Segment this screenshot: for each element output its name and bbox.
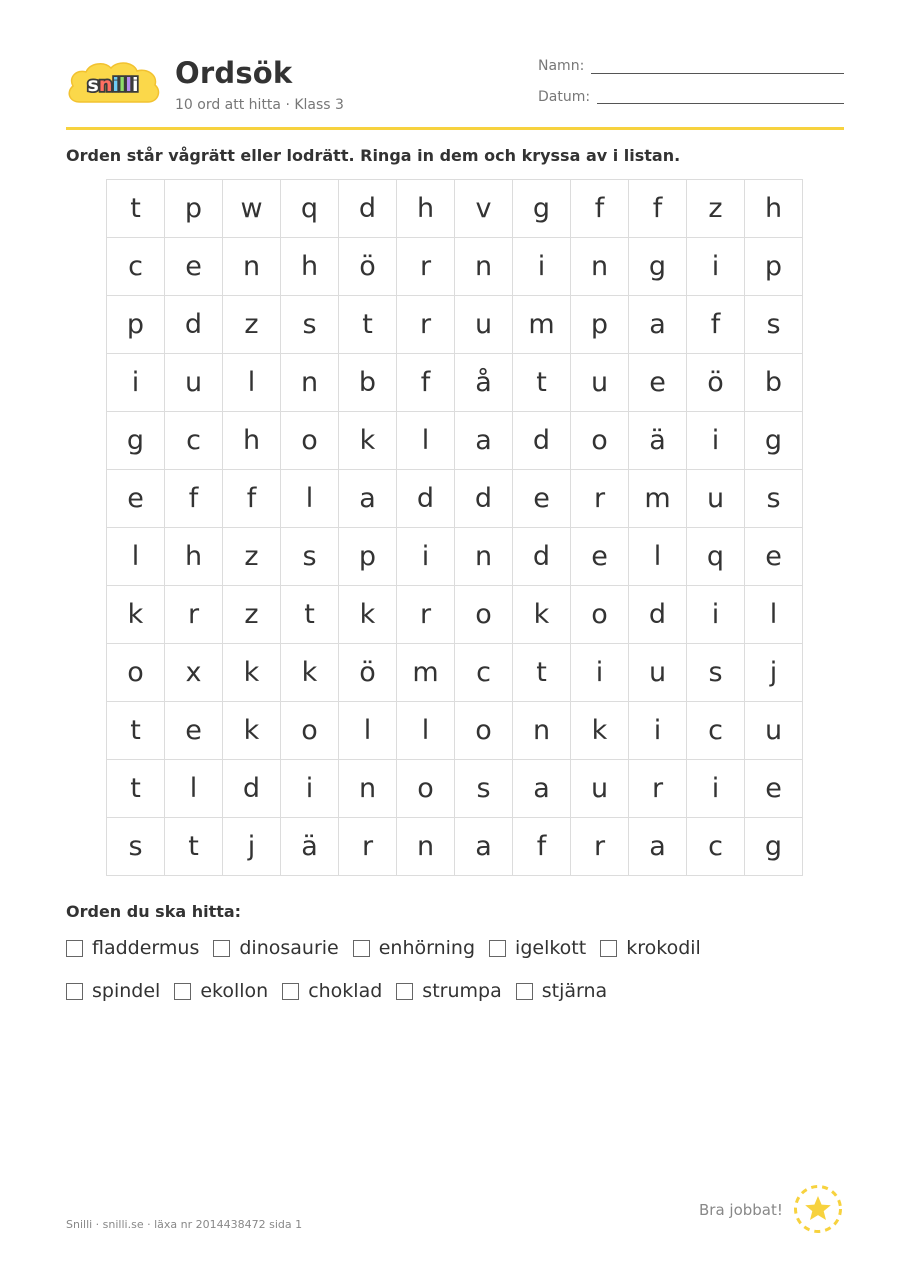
grid-cell[interactable]: k [281, 644, 339, 702]
grid-cell[interactable]: n [397, 818, 455, 876]
grid-cell[interactable]: i [687, 238, 745, 296]
grid-cell[interactable]: l [339, 702, 397, 760]
checkbox-icon[interactable] [66, 983, 83, 1000]
grid-cell[interactable]: w [223, 180, 281, 238]
grid-cell[interactable]: a [629, 296, 687, 354]
grid-cell[interactable]: r [165, 586, 223, 644]
grid-cell[interactable]: g [629, 238, 687, 296]
grid-cell[interactable]: z [223, 296, 281, 354]
grid-cell[interactable]: k [107, 586, 165, 644]
grid-cell[interactable]: m [513, 296, 571, 354]
grid-cell[interactable]: g [107, 412, 165, 470]
grid-cell[interactable]: c [687, 818, 745, 876]
word-list-row [66, 937, 715, 959]
word-label: igelkott [515, 937, 587, 959]
grid-cell[interactable]: k [513, 586, 571, 644]
word-label: ekollon [200, 980, 269, 1002]
grid-cell[interactable]: e [107, 470, 165, 528]
grid-cell[interactable]: i [513, 238, 571, 296]
grid-cell[interactable]: i [629, 702, 687, 760]
word-label: fladdermus [92, 937, 200, 959]
grid-cell[interactable]: ö [687, 354, 745, 412]
checkbox-icon[interactable] [516, 983, 533, 1000]
word-label: choklad [308, 980, 383, 1002]
grid-cell[interactable]: k [571, 702, 629, 760]
grid-cell[interactable]: s [687, 644, 745, 702]
grid-cell[interactable]: z [223, 586, 281, 644]
grid-cell[interactable]: s [745, 470, 803, 528]
name-line[interactable] [591, 73, 844, 74]
grid-cell[interactable]: s [107, 818, 165, 876]
grid-cell[interactable]: ö [339, 238, 397, 296]
name-label: Namn: [538, 58, 585, 74]
grid-cell[interactable]: h [165, 528, 223, 586]
grid-cell[interactable]: å [455, 354, 513, 412]
grid-cell[interactable]: o [571, 586, 629, 644]
grid-cell[interactable]: s [455, 760, 513, 818]
grid-cell[interactable]: x [165, 644, 223, 702]
grid-cell[interactable]: a [455, 818, 513, 876]
grid-cell[interactable]: k [223, 702, 281, 760]
grid-cell[interactable]: f [513, 818, 571, 876]
checkbox-icon[interactable] [66, 940, 83, 957]
grid-cell[interactable]: g [513, 180, 571, 238]
grid-cell[interactable]: n [571, 238, 629, 296]
word-search-grid [106, 179, 803, 876]
grid-cell[interactable]: d [455, 470, 513, 528]
word-label: dinosaurie [239, 937, 339, 959]
grid-cell[interactable]: d [513, 412, 571, 470]
word-label: spindel [92, 980, 161, 1002]
grid-cell[interactable]: l [397, 702, 455, 760]
word-list-row [66, 980, 621, 1002]
grid-cell[interactable]: r [397, 238, 455, 296]
svg-text:snilli: snilli [87, 74, 139, 96]
grid-cell[interactable]: z [687, 180, 745, 238]
grid-cell[interactable]: l [629, 528, 687, 586]
grid-cell[interactable]: e [745, 760, 803, 818]
grid-cell[interactable]: j [745, 644, 803, 702]
grid-cell[interactable]: f [629, 180, 687, 238]
grid-cell[interactable]: f [397, 354, 455, 412]
grid-cell[interactable]: c [165, 412, 223, 470]
grid-cell[interactable]: t [165, 818, 223, 876]
footer-text: Snilli · snilli.se · läxa nr 2014438472 sida 1 [66, 1218, 303, 1231]
grid-cell[interactable]: h [397, 180, 455, 238]
grid-cell[interactable]: n [513, 702, 571, 760]
word-list-item[interactable] [213, 937, 338, 959]
grid-cell[interactable]: f [223, 470, 281, 528]
grid-cell[interactable]: e [571, 528, 629, 586]
grid-cell[interactable]: r [571, 470, 629, 528]
word-list-item[interactable] [516, 980, 607, 1002]
grid-cell[interactable]: h [223, 412, 281, 470]
page-subtitle: 10 ord att hitta · Klass 3 [175, 97, 344, 113]
grid-cell[interactable]: u [687, 470, 745, 528]
grid-cell[interactable]: n [455, 528, 513, 586]
grid-cell[interactable]: l [397, 412, 455, 470]
grid-cell[interactable]: b [745, 354, 803, 412]
grid-cell[interactable]: t [107, 180, 165, 238]
grid-cell[interactable]: p [165, 180, 223, 238]
grid-cell[interactable]: p [107, 296, 165, 354]
word-list-heading: Orden du ska hitta: [66, 902, 242, 921]
word-list-item[interactable] [396, 980, 501, 1002]
grid-cell[interactable]: i [281, 760, 339, 818]
grid-cell[interactable]: i [687, 412, 745, 470]
grid-cell[interactable]: c [107, 238, 165, 296]
grid-cell[interactable]: i [397, 528, 455, 586]
grid-cell[interactable]: b [339, 354, 397, 412]
grid-cell[interactable]: o [455, 702, 513, 760]
grid-cell[interactable]: d [513, 528, 571, 586]
word-list-item[interactable] [600, 937, 701, 959]
grid-cell[interactable]: u [629, 644, 687, 702]
grid-cell[interactable]: t [339, 296, 397, 354]
header-divider [66, 127, 844, 130]
word-label: krokodil [626, 937, 701, 959]
grid-cell[interactable]: l [281, 470, 339, 528]
grid-cell[interactable]: g [745, 412, 803, 470]
grid-cell[interactable]: i [687, 586, 745, 644]
grid-cell[interactable]: d [629, 586, 687, 644]
grid-cell[interactable]: k [339, 586, 397, 644]
grid-cell[interactable]: l [107, 528, 165, 586]
grid-cell[interactable]: ä [281, 818, 339, 876]
grid-cell[interactable]: k [223, 644, 281, 702]
grid-cell[interactable]: u [571, 354, 629, 412]
grid-cell[interactable]: e [165, 238, 223, 296]
grid-cell[interactable]: i [107, 354, 165, 412]
grid-cell[interactable]: e [165, 702, 223, 760]
grid-cell[interactable]: t [107, 702, 165, 760]
grid-cell[interactable]: p [571, 296, 629, 354]
grid-cell[interactable]: ö [339, 644, 397, 702]
grid-cell[interactable]: f [571, 180, 629, 238]
checkbox-icon[interactable] [213, 940, 230, 957]
grid-cell[interactable]: e [513, 470, 571, 528]
grid-cell[interactable]: o [571, 412, 629, 470]
grid-cell[interactable]: e [745, 528, 803, 586]
grid-cell[interactable]: s [281, 296, 339, 354]
grid-cell[interactable]: q [687, 528, 745, 586]
word-list-item[interactable] [489, 937, 586, 959]
checkbox-icon[interactable] [353, 940, 370, 957]
grid-cell[interactable]: d [223, 760, 281, 818]
word-list-item[interactable] [282, 980, 382, 1002]
checkbox-icon[interactable] [174, 983, 191, 1000]
grid-cell[interactable]: o [455, 586, 513, 644]
grid-cell[interactable]: d [165, 296, 223, 354]
checkbox-icon[interactable] [489, 940, 506, 957]
grid-cell[interactable]: r [571, 818, 629, 876]
grid-cell[interactable]: r [339, 818, 397, 876]
grid-cell[interactable]: u [165, 354, 223, 412]
grid-cell[interactable]: d [339, 180, 397, 238]
grid-cell[interactable]: r [397, 586, 455, 644]
grid-cell[interactable]: j [223, 818, 281, 876]
grid-cell[interactable]: e [629, 354, 687, 412]
grid-cell[interactable]: v [455, 180, 513, 238]
grid-cell[interactable]: n [339, 760, 397, 818]
grid-cell[interactable]: t [281, 586, 339, 644]
grid-cell[interactable]: m [629, 470, 687, 528]
grid-cell[interactable]: g [745, 818, 803, 876]
grid-cell[interactable]: c [687, 702, 745, 760]
checkbox-icon[interactable] [396, 983, 413, 1000]
grid-cell[interactable]: s [745, 296, 803, 354]
grid-cell[interactable]: ä [629, 412, 687, 470]
grid-cell[interactable]: u [571, 760, 629, 818]
page-title: Ordsök [175, 56, 293, 90]
grid-cell[interactable]: r [397, 296, 455, 354]
grid-cell[interactable]: z [223, 528, 281, 586]
grid-cell[interactable]: h [281, 238, 339, 296]
grid-cell[interactable]: a [629, 818, 687, 876]
grid-cell[interactable]: i [687, 760, 745, 818]
word-label: stjärna [541, 980, 608, 1002]
grid-cell[interactable]: o [281, 412, 339, 470]
word-label: strumpa [422, 980, 502, 1002]
snilli-logo [66, 58, 162, 108]
grid-cell[interactable]: p [339, 528, 397, 586]
grid-cell[interactable]: p [745, 238, 803, 296]
grid-cell[interactable]: f [165, 470, 223, 528]
grid-cell[interactable]: l [745, 586, 803, 644]
grid-cell[interactable]: t [107, 760, 165, 818]
word-list-item[interactable] [174, 980, 268, 1002]
grid-cell[interactable]: c [455, 644, 513, 702]
grid-cell[interactable]: l [223, 354, 281, 412]
grid-cell[interactable]: a [455, 412, 513, 470]
word-list-item[interactable] [66, 980, 160, 1002]
date-line[interactable] [597, 103, 844, 104]
grid-cell[interactable]: o [397, 760, 455, 818]
grid-cell[interactable]: t [513, 354, 571, 412]
instruction-text: Orden står vågrätt eller lodrätt. Ringa in dem och kryssa av i listan. [66, 146, 681, 165]
checkbox-icon[interactable] [600, 940, 617, 957]
grid-cell[interactable]: m [397, 644, 455, 702]
praise-text: Bra jobbat! [699, 1201, 783, 1219]
grid-cell[interactable]: l [165, 760, 223, 818]
grid-cell[interactable]: s [281, 528, 339, 586]
grid-cell[interactable]: q [281, 180, 339, 238]
grid-cell[interactable]: a [339, 470, 397, 528]
grid-cell[interactable]: i [571, 644, 629, 702]
grid-cell[interactable]: o [281, 702, 339, 760]
grid-cell[interactable]: a [513, 760, 571, 818]
grid-cell[interactable]: h [745, 180, 803, 238]
date-label: Datum: [538, 89, 591, 105]
grid-cell[interactable]: n [223, 238, 281, 296]
word-list-item[interactable] [353, 937, 475, 959]
grid-cell[interactable]: r [629, 760, 687, 818]
word-label: enhörning [378, 937, 476, 959]
word-list-item[interactable] [66, 937, 199, 959]
checkbox-icon[interactable] [282, 983, 299, 1000]
grid-cell[interactable]: u [455, 296, 513, 354]
star-badge-icon [793, 1184, 843, 1234]
grid-cell[interactable]: u [745, 702, 803, 760]
grid-cell[interactable]: t [513, 644, 571, 702]
grid-cell[interactable]: d [397, 470, 455, 528]
grid-cell[interactable]: o [107, 644, 165, 702]
grid-cell[interactable]: k [339, 412, 397, 470]
grid-cell[interactable]: n [281, 354, 339, 412]
grid-cell[interactable]: n [455, 238, 513, 296]
grid-cell[interactable]: f [687, 296, 745, 354]
